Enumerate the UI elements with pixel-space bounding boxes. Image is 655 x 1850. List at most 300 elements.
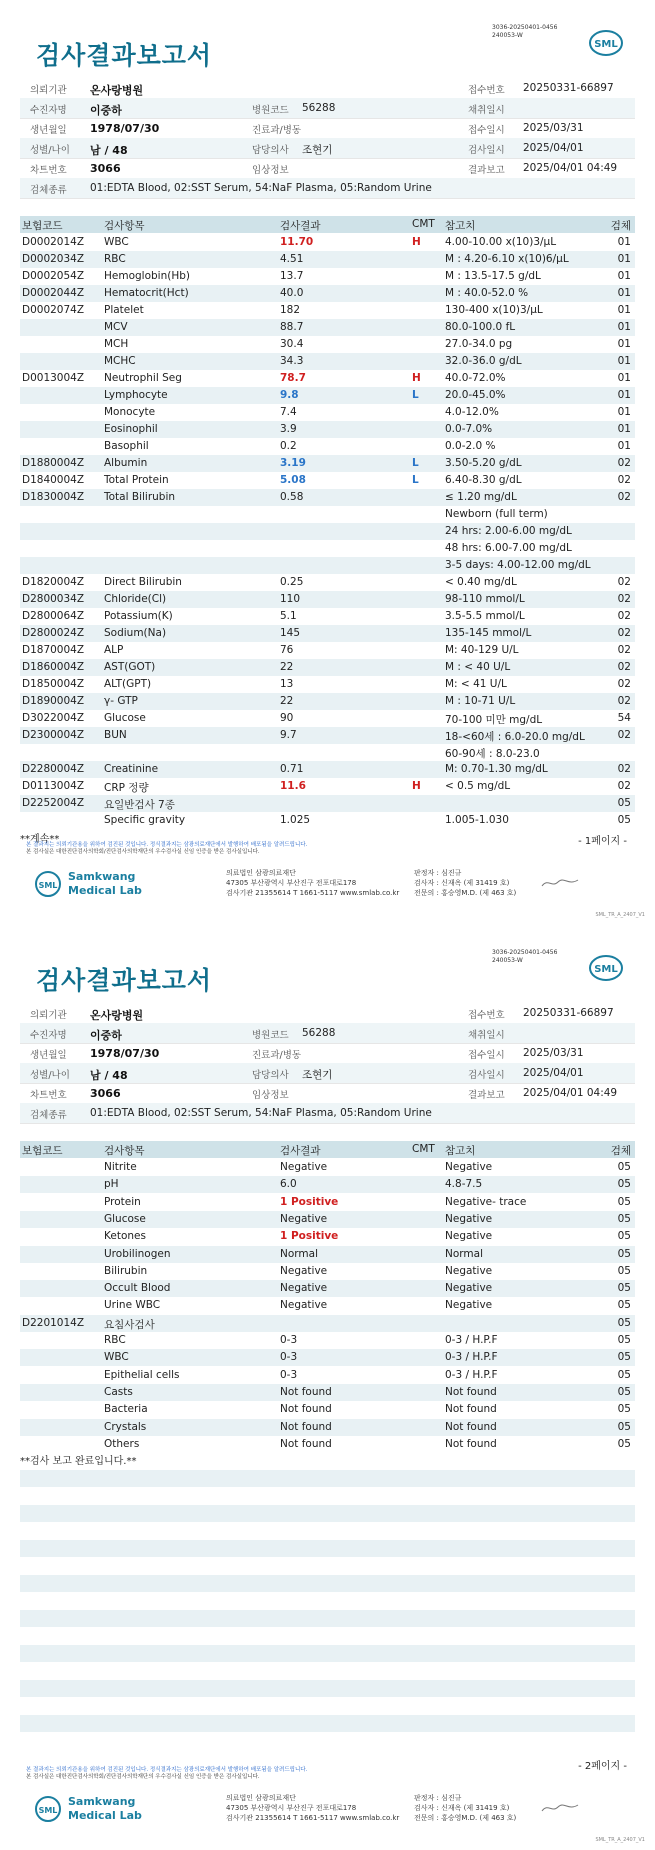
- specimen-code: 02: [617, 610, 631, 622]
- table-row: [20, 778, 635, 795]
- insurance-code: D1890004Z: [22, 695, 85, 707]
- test-result: 9.7: [280, 729, 297, 741]
- specimen-code: 02: [617, 695, 631, 707]
- test-name: Chloride(Cl): [104, 593, 167, 605]
- lab-info: 의료법인 삼광의료재단 47305 부산광역시 부산진구 전포대로178 검사기관 21355614 T 1661-5117 www.smlab.co.kr: [226, 869, 400, 897]
- test-name: Hematocrit(Hct): [104, 287, 189, 299]
- specimen-code: 02: [617, 644, 631, 656]
- sml-logo-icon: [588, 953, 624, 983]
- reference-range: M : 40.0-52.0 %: [445, 287, 529, 299]
- blank-row: [20, 1628, 635, 1645]
- table-row: [20, 676, 635, 693]
- blank-row: [20, 1680, 635, 1697]
- reference-range: < 0.5 mg/dL: [445, 780, 511, 792]
- insurance-code: D1840004Z: [22, 474, 85, 486]
- specimen-code: 01: [617, 236, 631, 248]
- samkwang-logo: SML Samkwang Medical Lab: [34, 1791, 144, 1831]
- specimen-code: 05: [617, 1385, 631, 1398]
- table-row: [20, 1280, 635, 1297]
- test-result: 5.08: [280, 474, 306, 486]
- table-row: [20, 506, 635, 523]
- test-name: RBC: [104, 253, 126, 265]
- test-result: Not found: [280, 1403, 332, 1416]
- test-name: Bacteria: [104, 1403, 148, 1416]
- table-row: [20, 710, 635, 727]
- reference-range: 1.005-1.030: [445, 814, 509, 826]
- test-name: Sodium(Na): [104, 627, 167, 639]
- table-row: [20, 319, 635, 336]
- test-result: 88.7: [280, 321, 304, 333]
- specimen-code: 05: [617, 1334, 631, 1346]
- table-row: [20, 1246, 635, 1263]
- table-row: [20, 1159, 635, 1176]
- table-row: [20, 268, 635, 285]
- table-row: [20, 744, 635, 761]
- test-result: 145: [280, 627, 301, 639]
- specimen-code: 01: [617, 355, 631, 367]
- specimen-code: 05: [617, 1368, 631, 1381]
- insurance-code: D2800034Z: [22, 593, 85, 605]
- test-name: Glucose: [104, 1212, 146, 1225]
- table-row: [20, 489, 635, 506]
- table-row: [20, 1315, 635, 1332]
- reference-range: Negative: [445, 1161, 493, 1173]
- reference-range: Negative- trace: [445, 1195, 527, 1208]
- sml-footer-icon: [34, 870, 62, 898]
- test-name: Urobilinogen: [104, 1247, 171, 1260]
- test-result: 40.0: [280, 287, 304, 299]
- table-row: [20, 574, 635, 591]
- header-row-4: 성별/나이 남 / 48 담당의사 조현기 검사일시 2025/04/01: [20, 1063, 635, 1084]
- test-result: 11.70: [280, 236, 314, 248]
- specimen-code: 05: [617, 1351, 631, 1364]
- test-name: γ- GTP: [104, 695, 138, 707]
- reference-range: Not found: [445, 1437, 497, 1450]
- header-row-6: 검체종류 01:EDTA Blood, 02:SST Serum, 54:NaF Plasma, 05:Random Urine: [20, 178, 635, 199]
- test-name: Occult Blood: [104, 1282, 171, 1295]
- specimen-code: 05: [617, 1161, 631, 1173]
- test-name: Monocyte: [104, 406, 156, 418]
- specimen-code: 02: [617, 457, 631, 469]
- test-result: 11.6: [280, 780, 306, 792]
- reference-range: 4.0-12.0%: [445, 406, 499, 418]
- header-row-3: 생년월일 1978/07/30 진료과/병동 접수일시 2025/03/31: [20, 1043, 635, 1064]
- test-result: 13: [280, 678, 294, 690]
- reference-range: 4.8-7.5: [445, 1178, 483, 1191]
- test-result: 0.2: [280, 440, 297, 452]
- test-result: 1.025: [280, 814, 311, 826]
- specimen-code: 05: [617, 797, 631, 809]
- continue-note: **계속**: [20, 834, 60, 845]
- specimen-code: 02: [617, 474, 631, 486]
- test-name: Specific gravity: [104, 814, 186, 826]
- insurance-code: D0002014Z: [22, 236, 85, 248]
- blank-row: [20, 1470, 635, 1487]
- blank-row: [20, 1505, 635, 1522]
- table-row: [20, 438, 635, 455]
- table-row: [20, 1384, 635, 1401]
- reference-range: M: < 41 U/L: [445, 678, 507, 690]
- reference-range: M : 4.20-6.10 x(10)6/μL: [445, 253, 569, 265]
- reference-range: M : < 40 U/L: [445, 661, 511, 673]
- reference-range: Negative: [445, 1230, 493, 1243]
- blank-row: [20, 1715, 635, 1732]
- table-row: [20, 404, 635, 421]
- reference-range: Negative: [445, 1299, 493, 1312]
- specimen-code: 05: [617, 1247, 631, 1260]
- cmt-flag: H: [412, 372, 421, 384]
- page-title: 검사결과보고서: [36, 966, 213, 995]
- table-row: [20, 1263, 635, 1280]
- test-name: Others: [104, 1437, 140, 1450]
- test-name: Casts: [104, 1385, 133, 1398]
- reference-range: < 0.40 mg/dL: [445, 576, 517, 588]
- specimen-code: 05: [617, 1420, 631, 1433]
- specimen-code: 01: [617, 406, 631, 418]
- header-row-2: 수진자명 이중하 병원코드 56288 채취일시: [20, 98, 635, 119]
- page-title: 검사결과보고서: [36, 41, 213, 70]
- insurance-code: D2280004Z: [22, 763, 85, 775]
- specimen-code: 05: [617, 1195, 631, 1208]
- blank-row: [20, 1663, 635, 1680]
- insurance-code: D0113004Z: [22, 780, 85, 792]
- reference-range: 18-<60세 : 6.0-20.0 mg/dL: [445, 731, 585, 743]
- specimen-code: 01: [617, 304, 631, 316]
- specimen-code: 05: [617, 1212, 631, 1225]
- test-result: 0-3: [280, 1368, 298, 1381]
- test-result: 110: [280, 593, 301, 605]
- header-row-1: 의뢰기관 온사랑병원 접수번호 20250331-66897: [20, 1003, 635, 1024]
- table-row: [20, 302, 635, 319]
- specimen-code: 54: [617, 712, 631, 724]
- table-row: [20, 795, 635, 812]
- test-result: 22: [280, 695, 294, 707]
- approvers: 판정자 : 심진규 검사자 : 신재옥 (제 31419 호) 전문의 : 홍승영M.D. (제 463 호): [414, 1794, 517, 1822]
- test-name: BUN: [104, 729, 127, 741]
- table-row: [20, 1194, 635, 1211]
- test-result: 3.9: [280, 423, 297, 435]
- table-row: [20, 812, 635, 829]
- insurance-code: D3022004Z: [22, 712, 85, 724]
- insurance-code: D1880004Z: [22, 457, 85, 469]
- reference-range: 60-90세 : 8.0-23.0: [445, 748, 540, 760]
- completion-note: **검사 보고 완료입니다.**: [20, 1456, 137, 1467]
- sml-footer-icon: [34, 1795, 62, 1823]
- table-row: [20, 659, 635, 676]
- test-result: Normal: [280, 1247, 318, 1260]
- table-row: [20, 336, 635, 353]
- table-row: [20, 370, 635, 387]
- table-row: [20, 1436, 635, 1453]
- header-row-1: 의뢰기관 온사랑병원 접수번호 20250331-66897: [20, 78, 635, 99]
- test-result: Negative: [280, 1282, 328, 1295]
- table-row: [20, 1367, 635, 1384]
- table-row: [20, 353, 635, 370]
- reference-range: Normal: [445, 1247, 483, 1260]
- table-row: [20, 472, 635, 489]
- reference-range: M : 10-71 U/L: [445, 695, 516, 707]
- insurance-code: D1820004Z: [22, 576, 85, 588]
- test-result: Negative: [280, 1299, 328, 1312]
- test-result: 0.25: [280, 576, 304, 588]
- test-name: MCH: [104, 338, 129, 350]
- insurance-code: D2800024Z: [22, 627, 85, 639]
- page-number: - 2페이지 -: [578, 1761, 627, 1772]
- version-code: SML_TR_A_2407_V1: [595, 912, 645, 918]
- test-name: AST(GOT): [104, 661, 156, 673]
- test-name: Basophil: [104, 440, 149, 452]
- reference-range: Not found: [445, 1420, 497, 1433]
- test-result: Not found: [280, 1385, 332, 1398]
- insurance-code: D1850004Z: [22, 678, 85, 690]
- reference-range: M : 13.5-17.5 g/dL: [445, 270, 541, 282]
- reference-range: 0-3 / H.P.F: [445, 1351, 498, 1364]
- test-name: Platelet: [104, 304, 144, 316]
- reference-range: Newborn (full term): [445, 508, 548, 520]
- signature-image: [540, 876, 580, 890]
- reference-range: Not found: [445, 1403, 497, 1416]
- reference-range: 98-110 mmol/L: [445, 593, 525, 605]
- table-row: [20, 421, 635, 438]
- test-name: Urine WBC: [104, 1299, 161, 1312]
- test-name: Lymphocyte: [104, 389, 168, 401]
- header-row-3: 생년월일 1978/07/30 진료과/병동 접수일시 2025/03/31: [20, 118, 635, 139]
- insurance-code: D0002074Z: [22, 304, 85, 316]
- blank-row: [20, 1558, 635, 1575]
- test-result: 0.71: [280, 763, 304, 775]
- blank-row: [20, 1488, 635, 1505]
- cmt-flag: L: [412, 457, 419, 469]
- insurance-code: D0002044Z: [22, 287, 85, 299]
- reference-range: 0.0-7.0%: [445, 423, 493, 435]
- test-result: 7.4: [280, 406, 297, 418]
- test-name: Protein: [104, 1195, 141, 1208]
- test-result: 30.4: [280, 338, 304, 350]
- samkwang-logo: SML Samkwang Medical Lab: [34, 866, 144, 906]
- test-name: MCV: [104, 321, 128, 333]
- reference-range: 48 hrs: 6.00-7.00 mg/dL: [445, 542, 572, 554]
- insurance-code: D2252004Z: [22, 797, 85, 809]
- doc-code: 3036-20250401-0456 240053-W: [492, 24, 558, 39]
- disclaimer: 본 결과지는 의뢰기관용을 위하여 검진된 것입니다. 정식결과지는 삼광의료재단에서 발행하여 배포됨을 알려드립니다. 본 검사실은 대한진단검사의학회/진단검사의학재단의 우수검사실 신임 인증을 받은 검사실입니다.: [26, 1767, 308, 1780]
- test-name: Ketones: [104, 1230, 146, 1243]
- reference-range: 27.0-34.0 pg: [445, 338, 513, 350]
- test-result: 182: [280, 304, 301, 316]
- table-row: [20, 540, 635, 557]
- table-row: [20, 557, 635, 574]
- cmt-flag: H: [412, 236, 421, 248]
- reference-range: 0-3 / H.P.F: [445, 1368, 498, 1381]
- cmt-flag: H: [412, 780, 421, 792]
- specimen-code: 02: [617, 661, 631, 673]
- table-row: [20, 761, 635, 778]
- reference-range: 130-400 x(10)3/μL: [445, 304, 543, 316]
- test-name: RBC: [104, 1334, 126, 1346]
- header-row-4: 성별/나이 남 / 48 담당의사 조현기 검사일시 2025/04/01: [20, 138, 635, 159]
- specimen-code: 01: [617, 270, 631, 282]
- specimen-code: 02: [617, 627, 631, 639]
- specimen-code: 05: [617, 814, 631, 826]
- specimen-code: 01: [617, 423, 631, 435]
- test-result: Negative: [280, 1161, 328, 1173]
- insurance-code: D2201014Z: [22, 1316, 85, 1329]
- specimen-code: 05: [617, 1264, 631, 1277]
- doc-code: 3036-20250401-0456 240053-W: [492, 949, 558, 964]
- svg-text:SML: SML: [38, 1806, 58, 1815]
- insurance-code: D0013004Z: [22, 372, 85, 384]
- test-result: 0.58: [280, 491, 304, 503]
- test-name: pH: [104, 1178, 119, 1191]
- insurance-code: D0002034Z: [22, 253, 85, 265]
- reference-range: 24 hrs: 2.00-6.00 mg/dL: [445, 525, 572, 537]
- test-name: Bilirubin: [104, 1264, 148, 1277]
- reference-range: 70-100 미만 mg/dL: [445, 714, 543, 726]
- test-name: Glucose: [104, 712, 146, 724]
- test-result: 90: [280, 712, 294, 724]
- reference-range: 0.0-2.0 %: [445, 440, 496, 452]
- blank-row: [20, 1645, 635, 1662]
- specimen-code: 01: [617, 338, 631, 350]
- specimen-code: 02: [617, 729, 631, 741]
- table-row: [20, 1401, 635, 1418]
- svg-text:SML: SML: [594, 964, 618, 975]
- test-result: 9.8: [280, 389, 299, 401]
- reference-range: 20.0-45.0%: [445, 389, 506, 401]
- blank-row: [20, 1540, 635, 1557]
- table-row: [20, 1349, 635, 1366]
- test-name: 요일반검사 7종: [104, 799, 175, 811]
- specimen-code: 02: [617, 576, 631, 588]
- table-row: [20, 251, 635, 268]
- test-result: 34.3: [280, 355, 304, 367]
- page-number: - 1페이지 -: [578, 836, 627, 847]
- specimen-code: 05: [617, 1178, 631, 1191]
- specimen-code: 05: [617, 1437, 631, 1450]
- test-name: Creatinine: [104, 763, 159, 775]
- test-result: Negative: [280, 1212, 328, 1225]
- reference-range: 40.0-72.0%: [445, 372, 506, 384]
- test-result: 76: [280, 644, 294, 656]
- specimen-code: 02: [617, 678, 631, 690]
- test-result: 4.51: [280, 253, 304, 265]
- reference-range: 3.5-5.5 mmol/L: [445, 610, 525, 622]
- svg-text:SML: SML: [594, 39, 618, 50]
- test-name: Total Bilirubin: [104, 491, 176, 503]
- test-name: ALT(GPT): [104, 678, 152, 690]
- reference-range: 0-3 / H.P.F: [445, 1334, 498, 1346]
- header-row-2: 수진자명 이중하 병원코드 56288 채취일시: [20, 1023, 635, 1044]
- svg-text:SML: SML: [38, 881, 58, 890]
- test-name: MCHC: [104, 355, 136, 367]
- reference-range: 6.40-8.30 g/dL: [445, 474, 522, 486]
- specimen-code: 05: [617, 1230, 631, 1243]
- specimen-code: 05: [617, 1316, 631, 1329]
- test-result: 1 Positive: [280, 1230, 339, 1243]
- test-name: ALP: [104, 644, 124, 656]
- test-name: Direct Bilirubin: [104, 576, 182, 588]
- insurance-code: D1860004Z: [22, 661, 85, 673]
- test-result: 5.1: [280, 610, 297, 622]
- reference-range: 3.50-5.20 g/dL: [445, 457, 522, 469]
- test-result: 22: [280, 661, 294, 673]
- test-name: Albumin: [104, 457, 148, 469]
- test-name: WBC: [104, 236, 129, 248]
- reference-range: 80.0-100.0 fL: [445, 321, 516, 333]
- table-row: [20, 727, 635, 744]
- table-row: [20, 234, 635, 251]
- specimen-code: 01: [617, 253, 631, 265]
- reference-range: M: 0.70-1.30 mg/dL: [445, 763, 548, 775]
- report-page-2: [0, 925, 655, 1850]
- cmt-flag: L: [412, 389, 419, 401]
- specimen-code: 02: [617, 763, 631, 775]
- blank-row: [20, 1575, 635, 1592]
- reference-range: 32.0-36.0 g/dL: [445, 355, 522, 367]
- specimen-code: 02: [617, 491, 631, 503]
- insurance-code: D2800064Z: [22, 610, 85, 622]
- test-name: Total Protein: [104, 474, 169, 486]
- lab-info: 의료법인 삼광의료재단 47305 부산광역시 부산진구 전포대로178 검사기관 21355614 T 1661-5117 www.smlab.co.kr: [226, 1794, 400, 1822]
- disclaimer: 본 결과지는 의뢰기관용을 위하여 검진된 것입니다. 정식결과지는 삼광의료재단에서 발행하여 배포됨을 알려드립니다. 본 검사실은 대한진단검사의학회/진단검사의학재단의 우수검사실 신임 인증을 받은 검사실입니다.: [26, 842, 308, 855]
- table-row: [20, 1211, 635, 1228]
- table-row: [20, 1419, 635, 1436]
- specimen-code: 01: [617, 287, 631, 299]
- test-result: 1 Positive: [280, 1195, 339, 1208]
- table-row: [20, 591, 635, 608]
- test-name: Potassium(K): [104, 610, 173, 622]
- table-row: [20, 523, 635, 540]
- table-row: [20, 693, 635, 710]
- specimen-code: 02: [617, 780, 631, 792]
- specimen-code: 02: [617, 593, 631, 605]
- table-row: [20, 1176, 635, 1193]
- test-result: Not found: [280, 1437, 332, 1450]
- reference-range: 4.00-10.00 x(10)3/μL: [445, 236, 557, 248]
- specimen-code: 01: [617, 389, 631, 401]
- table-header: 보험코드 검사항목 검사결과 CMT 참고치 검체: [20, 216, 635, 233]
- signature-image: [540, 1801, 580, 1815]
- table-row: [20, 625, 635, 642]
- table-row: [20, 285, 635, 302]
- table-row: [20, 1332, 635, 1349]
- blank-row: [20, 1523, 635, 1540]
- insurance-code: D0002054Z: [22, 270, 85, 282]
- reference-range: Not found: [445, 1385, 497, 1398]
- test-result: Not found: [280, 1420, 332, 1433]
- test-name: 요침사검사: [104, 1318, 155, 1331]
- test-name: Hemoglobin(Hb): [104, 270, 191, 282]
- approvers: 판정자 : 심진규 검사자 : 신재옥 (제 31419 호) 전문의 : 홍승영M.D. (제 463 호): [414, 869, 517, 897]
- test-result: 78.7: [280, 372, 306, 384]
- version-code: SML_TR_A_2407_V1: [595, 1837, 645, 1843]
- reference-range: 3-5 days: 4.00-12.00 mg/dL: [445, 559, 591, 571]
- test-result: 6.0: [280, 1178, 297, 1191]
- header-row-5: 차트번호 3066 임상정보 결과보고 2025/04/01 04:49: [20, 158, 635, 179]
- reference-range: Negative: [445, 1264, 493, 1277]
- table-row: [20, 608, 635, 625]
- sml-logo-icon: [588, 28, 624, 58]
- test-result: Negative: [280, 1264, 328, 1277]
- test-name: Eosinophil: [104, 423, 158, 435]
- header-row-5: 차트번호 3066 임상정보 결과보고 2025/04/01 04:49: [20, 1083, 635, 1104]
- test-result: 0-3: [280, 1334, 298, 1346]
- test-name: Crystals: [104, 1420, 147, 1433]
- table-row: [20, 1297, 635, 1314]
- reference-range: 135-145 mmol/L: [445, 627, 532, 639]
- specimen-code: 01: [617, 372, 631, 384]
- reference-range: Negative: [445, 1212, 493, 1225]
- test-name: Epithelial cells: [104, 1368, 180, 1381]
